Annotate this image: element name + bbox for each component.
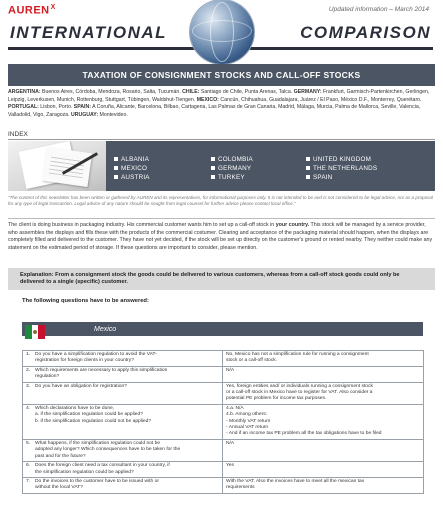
bullet-square-icon (114, 175, 118, 179)
question-cell (23, 439, 223, 461)
bullet-square-icon (306, 166, 310, 170)
globe-equator (192, 20, 252, 42)
index-link-colombia[interactable] (211, 156, 253, 163)
country-spain: SPAIN: (73, 104, 91, 111)
case-text: This stock will be managed by a service provider, who assembles the displays and fills these with the products of the commercial costumer. Clearing and acceptance of the packaging material should happen, when the displays are completely filled and delivered to the customer. They have not yet decided, if the stock will be set up directly on the customer's ground or rented nearby. They neither could make any statement on the estimated period of storage. If these questions are important to consider, please mention. (8, 222, 433, 251)
bullet-square-icon (211, 166, 215, 170)
case-text-bold: your country. (275, 222, 310, 228)
question-text: registration for foreign clients in your country? (35, 358, 134, 364)
question-number: 5. (26, 440, 31, 446)
index-link-albania[interactable] (114, 156, 149, 163)
answer-text: - Annual VAT return (226, 425, 269, 431)
disclaimer: "The content of this newsletter has been written or gathered by AUREN and its representatives, for informational purposes only. It is not intended to be and is not considered to be legal advice, nor as a proposal for any type of legal transaction. Legal advice of any nature should be sought from legal counsel for further advice please contact local office." (8, 195, 434, 207)
answer-text: potential PE problem for income tax purposes. (226, 396, 327, 402)
questions-heading: The following questions have to be answered: (22, 298, 149, 304)
answer-cell (223, 404, 424, 439)
question-number: 4. (26, 405, 31, 411)
table-row (23, 366, 424, 382)
country-mexico: MEXICO: (196, 96, 219, 103)
bullet-square-icon (114, 157, 118, 161)
flag-white (32, 325, 39, 339)
question-number: 1. (26, 352, 31, 357)
answer-text: 4.a. N/A (226, 405, 244, 411)
qa-table (22, 350, 424, 494)
index-link-label: AUSTRIA (121, 174, 150, 181)
answer-cell (223, 351, 424, 367)
country-section-bar (22, 322, 423, 336)
question-text: 2. Which requirements are necessary to apply this simplification (26, 367, 168, 373)
index-link-mexico[interactable] (114, 165, 147, 172)
flag-red (38, 325, 45, 339)
table-row (23, 404, 424, 439)
answer-text: N/A (226, 440, 235, 446)
table-row (23, 382, 424, 404)
question-text: the simplification regulation could be applied? (35, 469, 134, 475)
question-text: adopted any longer? Which consequences have to be taken for the (35, 447, 181, 453)
country-germany: GERMANY: (293, 89, 322, 95)
question-text: 3. Do you have an obligation for registration? (26, 383, 127, 389)
disclaimer-rule (8, 218, 435, 219)
question-cell (23, 382, 223, 404)
flag-emblem (33, 330, 37, 334)
question-number: 3. (26, 383, 31, 389)
index-link-austria[interactable] (114, 174, 150, 181)
index-link-spain[interactable] (306, 174, 332, 181)
index-link-label: SPAIN (313, 174, 333, 181)
cities-spain: A Coruña, Alicante, Barcelona, Bilbao, Cartagena, Las Palmas de Gran Canaria, Madrid, Málaga, Murcia, Palma de Mallorca, Seville, Valencia, Valladolid, Vigo, Zaragoza. (8, 104, 421, 118)
answer-cell (223, 366, 424, 382)
qa-table-body (23, 351, 424, 494)
index-link-netherlands[interactable] (306, 165, 377, 172)
question-text: a. if the simplification regulation could be applied? (35, 412, 143, 418)
case-text: The client is doing business in packaging industry. His commercial customer wants him to set up a call-off stock in (8, 222, 276, 228)
question-text: 6. Does the foreign client need a tax consultant in your country, if (26, 463, 170, 469)
index-link-label: MEXICO (121, 165, 148, 172)
question-cell (23, 462, 223, 478)
cities-mexico: Cancún, Chihuahua, Guadalajara, Juárez / El Paso, México D.F., Monterrey, Querétaro. (218, 96, 422, 103)
table-row (23, 462, 424, 478)
logo-text: AUREN (8, 4, 50, 17)
cities-portugal: Lisbon, Porto. (38, 104, 74, 111)
explanation-text: Explanation: From a consignment stock the goods could be delivered to various customers, whereas from a call-off stock goods could only be delivered to a single (specific) customer. (20, 272, 400, 286)
index-link-label: GERMANY (218, 165, 252, 172)
index-heading: INDEX (8, 131, 28, 138)
answer-cell (223, 462, 424, 478)
index-link-label: ALBANIA (121, 156, 149, 163)
country-section-title: Mexico (94, 326, 117, 333)
answer-cell (223, 439, 424, 461)
question-number: 2. (26, 367, 31, 373)
index-rule (8, 139, 435, 140)
question-number: 6. (26, 463, 31, 469)
bullet-square-icon (211, 157, 215, 161)
document-title-band (8, 64, 435, 86)
country-portugal: PORTUGAL: (8, 104, 39, 111)
index-link-label: THE NETHERLANDS (313, 165, 378, 172)
answer-text: With the VAT. Also the invoices have to meet all the mexican tax (226, 478, 365, 484)
answer-cell (223, 477, 424, 493)
cities-chile: Santiago de Chile, Punta Arenas, Talca. (199, 89, 294, 95)
question-text: regulation? (35, 374, 60, 380)
answer-text: stock or a call-off stock. (226, 358, 278, 364)
question-text: 1. Do you have a simplification regulation to avoid the VAT- (26, 352, 157, 357)
auren-logo (8, 4, 56, 17)
index-link-turkey[interactable] (211, 174, 245, 181)
question-number: 7. (26, 478, 31, 484)
bullet-square-icon (211, 175, 215, 179)
index-link-label: COLOMBIA (218, 156, 253, 163)
question-cell (23, 366, 223, 382)
banner-title-left: INTERNATIONAL (10, 23, 168, 42)
question-text: 7. Do the invoices to the customer have to be issued with or (26, 478, 159, 484)
table-row (23, 477, 424, 493)
index-link-germany[interactable] (211, 165, 251, 172)
answer-text: 4.b. Among others: (226, 412, 268, 418)
answer-text: or a call-off stock in Mexico have to register for VAT. Also consider a (226, 390, 373, 396)
mexico-flag-icon (25, 325, 45, 339)
answer-cell (223, 382, 424, 404)
question-text: 5. What happens, if the simplification regulation could not be (26, 440, 161, 446)
index-link-label: UNITED KINGDOM (313, 156, 372, 163)
bullet-square-icon (114, 166, 118, 170)
document-title: TAXATION OF CONSIGNMENT STOCKS AND CALL-OFF STOCKS (82, 70, 361, 80)
table-row (23, 351, 424, 367)
answer-text: - Monthly VAT return (226, 418, 271, 424)
banner-title-right: COMPARISON (300, 23, 431, 42)
bullet-square-icon (306, 157, 310, 161)
question-cell (23, 404, 223, 439)
updated-date: Updated information – March 2014 (328, 6, 429, 13)
table-row (23, 439, 424, 461)
answer-text: requirements (226, 485, 255, 491)
cities-germany: Frankfurt, Garmisch-Partenkirchen, Gerlingen, Leipzig, Leverkusen, Munich, Rottenburg, Stuttgart, Tübingen, Waldshut-Tiengen. (8, 89, 430, 103)
logo-mark: X (50, 4, 56, 11)
question-cell (23, 351, 223, 367)
question-text: 4. Which declarations have to be done, (26, 405, 115, 411)
answer-text: Yes (226, 463, 234, 469)
office-locations (8, 89, 435, 119)
index-link-united-kingdom[interactable] (306, 156, 371, 163)
flag-green (25, 325, 32, 339)
answer-text: - And if an income tax PE problem all the tax obligations have to be filed (226, 431, 382, 437)
cities-uruguay: Montevideo. (98, 111, 128, 118)
country-chile: CHILE: (182, 89, 200, 95)
answer-text: Yes, foreign entities and/ or individuals running a consignment stock (226, 383, 373, 389)
case-description (8, 222, 435, 252)
bullet-square-icon (306, 175, 310, 179)
country-uruguay: URUGUAY: (70, 111, 99, 118)
explanation-box (8, 268, 435, 290)
answer-text: No, Mexico has not a simplification rule for running a consignment (226, 352, 369, 357)
question-text: without the local VAT? (35, 485, 83, 491)
answer-text: N/A (226, 367, 235, 373)
country-argentina: ARGENTINA: (8, 89, 41, 95)
index-link-label: TURKEY (218, 174, 245, 181)
question-text: past and for the future? (35, 453, 86, 459)
question-text: b. if the simplification regulation could not be applied? (35, 418, 152, 424)
question-cell (23, 477, 223, 493)
cities-argentina: Buenos Aires, Córdoba, Mendoza, Rosario, Salta, Tucumán. (40, 89, 183, 95)
